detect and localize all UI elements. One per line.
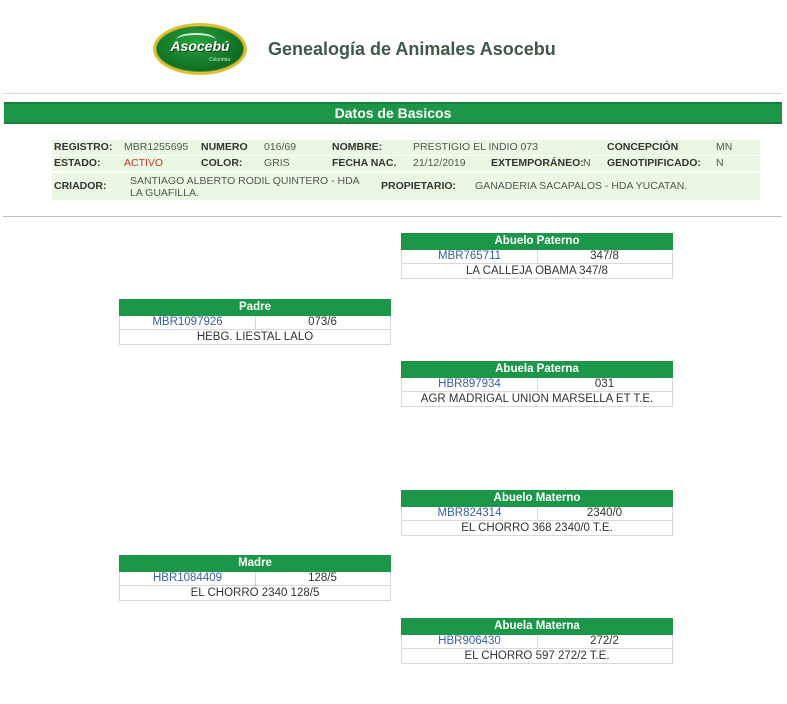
genotipificado-value: N — [716, 157, 724, 169]
abuelo-materno-numero: 2340/0 — [586, 507, 623, 519]
madre-id-row — [119, 572, 391, 586]
abuelo-paterno-title: Abuelo Paterno — [401, 233, 673, 250]
section-title: Datos de Basicos — [334, 105, 452, 121]
content-divider — [3, 216, 782, 217]
abuelo-paterno-nombre: LA CALLEJA OBAMA 347/8 — [401, 264, 673, 279]
abuela-materna-card — [401, 618, 673, 664]
abuelo-materno-title: Abuelo Materno — [401, 490, 673, 507]
abuela-materna-numero: 272/2 — [590, 635, 619, 647]
abuelo-materno-nombre: EL CHORRO 368 2340/0 T.E. — [401, 521, 673, 536]
propietario-value: GANADERIA SACAPALOS - HDA YUCATAN. — [475, 180, 688, 192]
color-value: GRIS — [264, 157, 290, 169]
criador-value: SANTIAGO ALBERTO RODIL QUINTERO - HDA LA GUAFILLA. — [130, 175, 360, 199]
propietario-label: PROPIETARIO: — [381, 180, 457, 192]
padre-nombre: HEBG. LIESTAL LALO — [119, 330, 391, 345]
color-label: COLOR: — [201, 157, 243, 169]
criador-label: CRIADOR: — [54, 180, 107, 192]
abuela-paterna-id-row — [401, 378, 673, 392]
logo-text: Asocebú — [170, 38, 230, 54]
registro-label: REGISTRO: — [54, 141, 113, 153]
abuela-materna-id-row — [401, 635, 673, 649]
abuelo-paterno-id-row — [401, 250, 673, 264]
extemporaneo-label: EXTEMPORÁNEO: — [491, 157, 584, 169]
abuelo-paterno-numero: 347/8 — [590, 250, 619, 262]
registro-value: MBR1255695 — [124, 141, 189, 153]
logo-subtext: Colombia — [208, 57, 230, 63]
numero-label: NUMERO — [201, 141, 248, 153]
header-divider — [3, 93, 782, 94]
abuela-paterna-numero: 031 — [594, 378, 615, 390]
madre-title: Madre — [119, 555, 391, 572]
concepcion-value: MN — [716, 141, 733, 153]
abuelo-materno-registro-link[interactable]: MBR824314 — [437, 507, 502, 519]
abuela-materna-nombre: EL CHORRO 597 272/2 T.E. — [401, 649, 673, 664]
info-row-2 — [52, 156, 760, 171]
estado-label: ESTADO: — [54, 157, 101, 169]
abuela-materna-registro-link[interactable]: HBR906430 — [438, 635, 501, 647]
madre-numero: 128/5 — [308, 572, 337, 584]
numero-value: 016/69 — [264, 141, 297, 153]
padre-card — [119, 299, 391, 345]
padre-registro-link[interactable]: MBR1097926 — [152, 316, 223, 328]
page-header — [0, 0, 787, 92]
info-row-1 — [52, 140, 760, 155]
padre-numero: 073/6 — [308, 316, 337, 328]
concepcion-label: CONCEPCIÓN — [607, 141, 679, 153]
abuelo-paterno-card — [401, 233, 673, 279]
nombre-label: NOMBRE: — [332, 141, 383, 153]
nombre-value: PRESTIGIO EL INDIO 073 — [413, 141, 539, 153]
abuela-paterna-registro-link[interactable]: HBR897934 — [438, 378, 501, 390]
abuelo-materno-id-row — [401, 507, 673, 521]
padre-title: Padre — [119, 299, 391, 316]
fecha-nac-label: FECHA NAC. — [332, 157, 397, 169]
abuela-materna-title: Abuela Materna — [401, 618, 673, 635]
asocebu-logo[interactable] — [153, 23, 247, 75]
section-header — [4, 102, 782, 124]
madre-nombre: EL CHORRO 2340 128/5 — [119, 586, 391, 601]
abuela-paterna-nombre: AGR MADRIGAL UNION MARSELLA ET T.E. — [401, 392, 673, 407]
genotipificado-label: GENOTIPIFICADO: — [607, 157, 701, 169]
abuelo-paterno-registro-link[interactable]: MBR765711 — [437, 250, 502, 262]
abuela-paterna-title: Abuela Paterna — [401, 361, 673, 378]
extemporaneo-value: N — [583, 157, 591, 169]
fecha-nac-value: 21/12/2019 — [413, 157, 466, 169]
site-title: Genealogía de Animales Asocebu — [268, 39, 556, 59]
madre-card — [119, 555, 391, 601]
abuelo-materno-card — [401, 490, 673, 536]
padre-id-row — [119, 316, 391, 330]
abuela-paterna-card — [401, 361, 673, 407]
madre-registro-link[interactable]: HBR1084409 — [152, 572, 223, 584]
info-row-3 — [52, 173, 760, 200]
estado-value: ACTIVO — [124, 157, 164, 169]
